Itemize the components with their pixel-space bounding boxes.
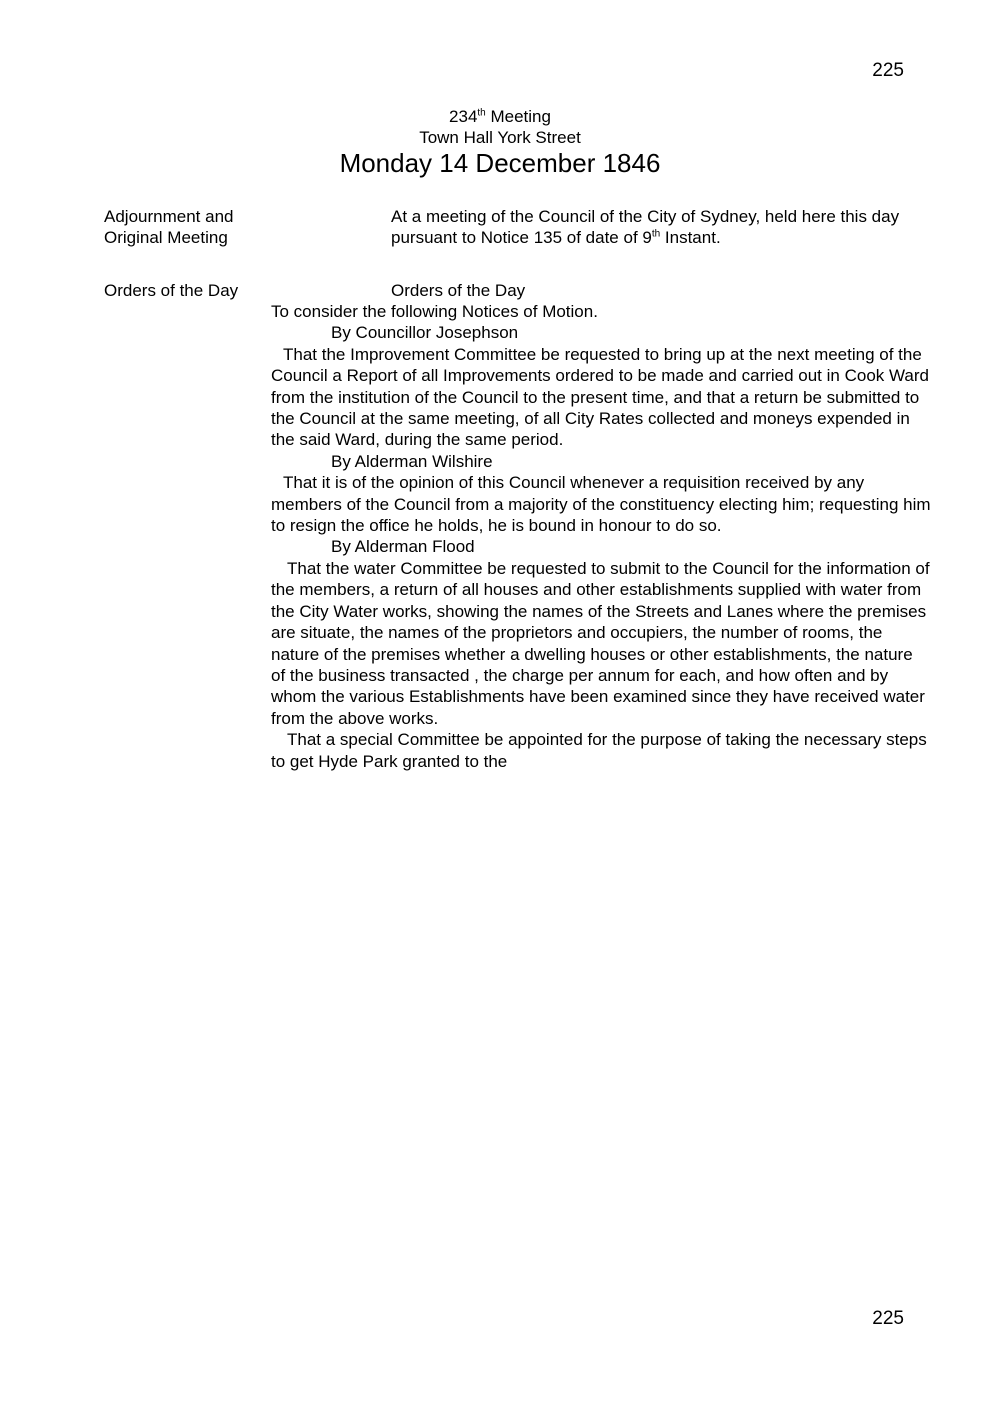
orders-heading: Orders of the Day — [391, 281, 526, 300]
margin-note-adjournment: Adjournment and Original Meeting — [104, 207, 234, 248]
intro-paragraph — [391, 206, 931, 249]
intro-sup: th — [651, 228, 661, 240]
page-number-top: 225 — [872, 60, 904, 81]
mover-2: By Alderman Wilshire — [331, 451, 493, 471]
intro-text: At a meeting of the Council of the City of Sydney, held here this day pursuant to Notice 135 of date of 9 — [391, 207, 900, 248]
mover-1: By Councillor Josephson — [331, 323, 519, 343]
motion-3: That the water Committee be requested to submit to the Council for the information of the members, a return of all houses and other establishments supplied with water from the City Water works, showing the names of the Streets and Lanes where the premises are situate, the names of the proprietors and occupiers, the number of rooms, the nature of the premises whether a dwelling houses or other establishments, the nature of the business transacted , the charge per annum for each, and how often and by whom the various Establishments have been examined since they have received water from the above works. — [271, 558, 930, 728]
intro-text-end: Instant. — [660, 228, 721, 248]
motion-2: That it is of the opinion of this Council whenever a requisition received by any members of the Council from a majority of the constituency electing him; requesting him to resign the office he holds, he is bound in honour to do so. — [271, 473, 931, 536]
meeting-word: Meeting — [485, 107, 551, 126]
mover-3: By Alderman Flood — [331, 537, 475, 557]
meeting-date: Monday 14 December 1846 — [339, 148, 661, 178]
motion-4: That a special Committee be appointed for the purpose of taking the necessary steps to get Hyde Park granted to the — [271, 730, 927, 771]
orders-lead: To consider the following Notices of Motion. — [271, 302, 598, 321]
meeting-number-value: 234 — [449, 107, 478, 126]
margin-note-orders: Orders of the Day — [104, 281, 239, 300]
meeting-number-suffix: th — [477, 107, 486, 119]
meeting-venue: Town Hall York Street — [419, 128, 581, 147]
meeting-number — [0, 107, 1000, 127]
page-number-bottom: 225 — [872, 1308, 904, 1329]
motion-1: That the Improvement Committee be requested to bring up at the next meeting of the Council a Report of all Improvements ordered to be made and carried out in Cook Ward from the institution of the Council to the present time, and that a return be submitted to the Council at the same meeting, of all City Rates collected and moneys expended in the said Ward, during the same period. — [271, 344, 929, 450]
orders-body — [271, 301, 931, 772]
